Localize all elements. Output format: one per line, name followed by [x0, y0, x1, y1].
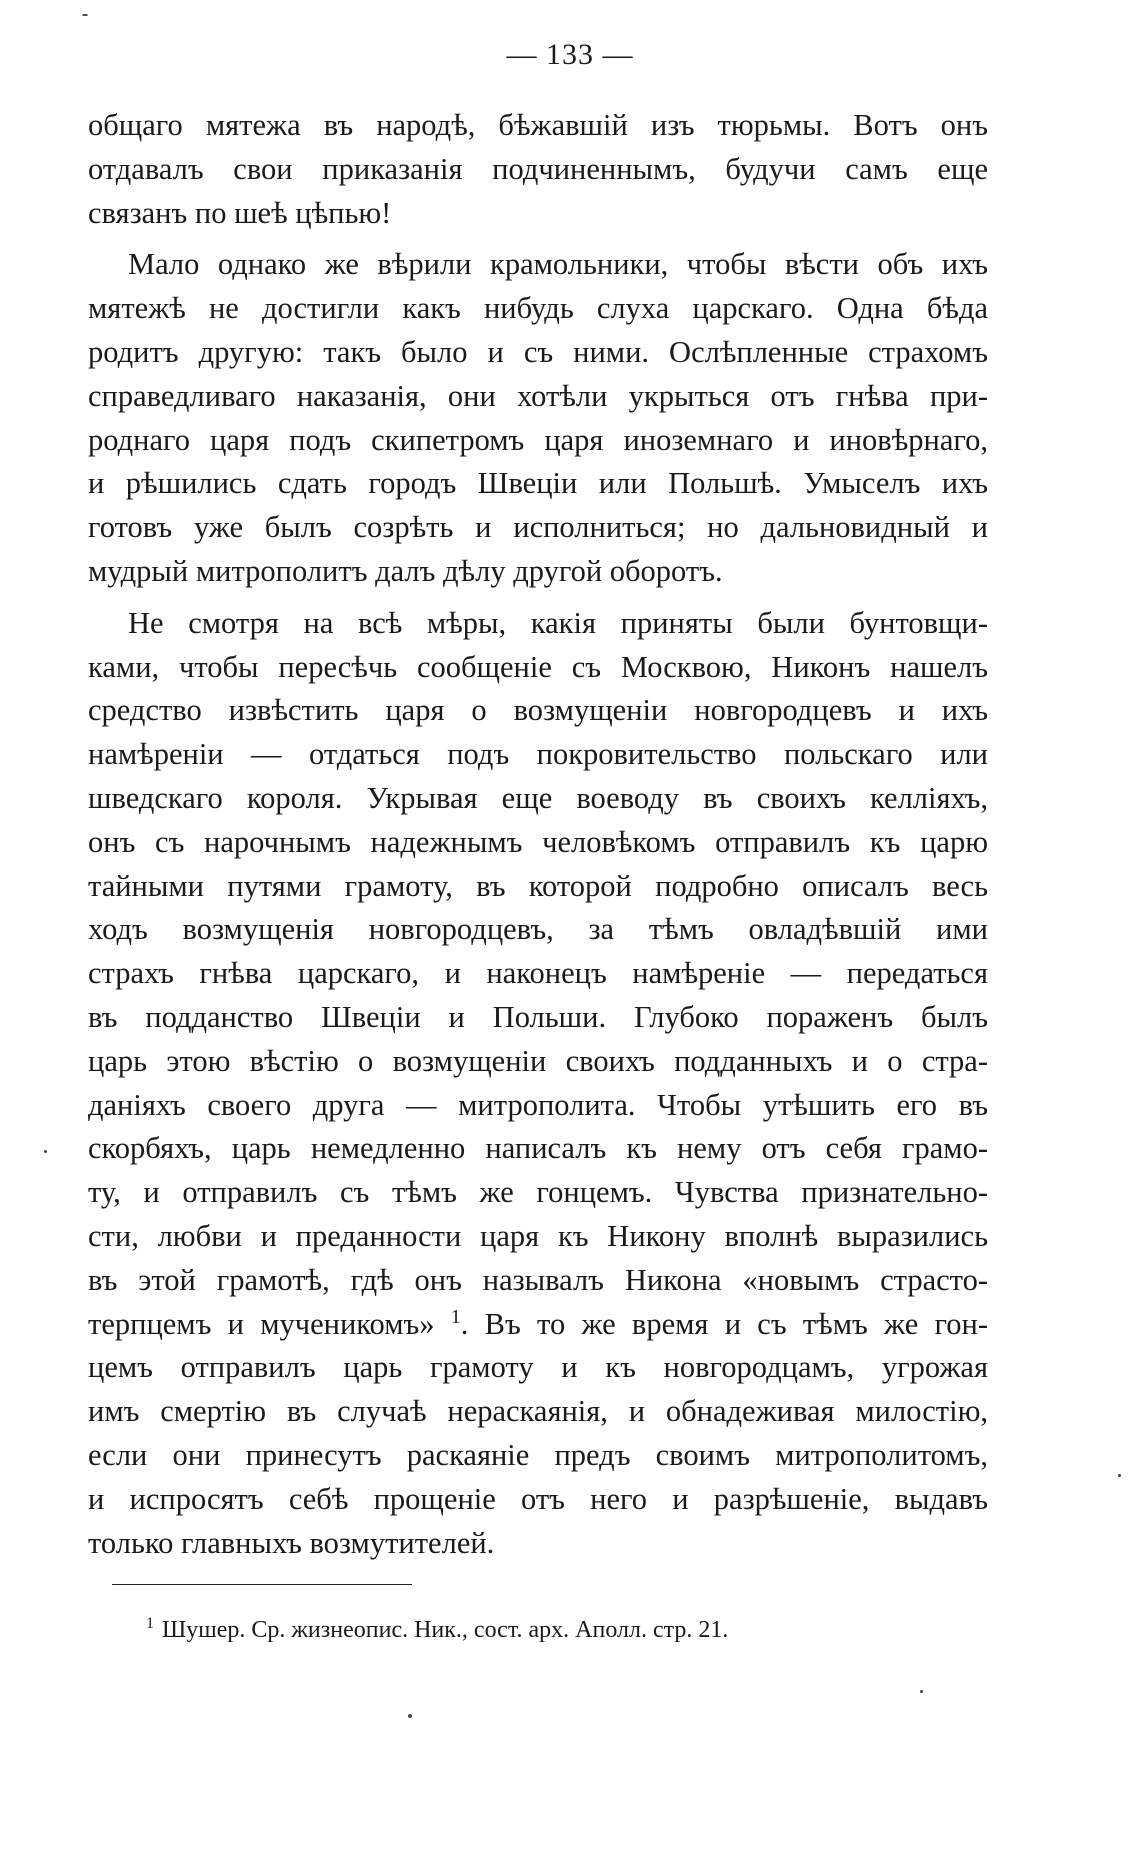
paragraph-gap [88, 235, 988, 243]
page-number: — 133 — [506, 38, 634, 71]
text-line: ходъ возмущенія новгородцевъ, за тѣмъ овладѣвшій ими [88, 912, 988, 947]
text-line: въ подданство Швеціи и Польши. Глубоко пораженъ былъ [88, 999, 988, 1034]
scan-speck [1118, 1474, 1121, 1477]
footnote-mark: 1 [146, 1615, 154, 1632]
footnote-text: Шушер. Ср. жизнеопис. Ник., сост. арх. Аполл. стр. 21. [162, 1617, 729, 1643]
text-line: и испросятъ себѣ прощеніе отъ него и разрѣшеніе, выдавъ [88, 1481, 988, 1516]
text-line: тайными путями грамоту, въ которой подробно описалъ весь [88, 868, 988, 903]
text-line-with-footnote-ref [88, 1303, 988, 1347]
text-fragment: . Въ то же время и съ тѣмъ же гон- [460, 1306, 988, 1341]
text-line: отдавалъ свои приказанія подчиненнымъ, будучи самъ еще [88, 151, 988, 186]
text-fragment: терпцемъ и мученикомъ» [88, 1306, 435, 1341]
text-line: ту, и отправилъ съ тѣмъ же гонцемъ. Чувства признательно- [88, 1175, 988, 1210]
paragraph-3 [88, 602, 988, 1566]
text-line: намѣреніи — отдаться подъ покровительство польскаго или [88, 737, 988, 772]
text-line: связанъ по шеѣ цѣпью! [88, 195, 392, 230]
text-line: общаго мятежа въ народѣ, бѣжавшій изъ тюрьмы. Вотъ онъ [88, 108, 988, 142]
text-line: онъ съ нарочнымъ надежнымъ человѣкомъ отправилъ къ царю [88, 824, 988, 859]
footnote-divider [112, 1584, 412, 1585]
text-line: шведскаго короля. Укрывая еще воеводу въ своихъ келліяхъ, [88, 780, 988, 815]
paragraph-2 [88, 243, 988, 593]
text-line: средство извѣстить царя о возмущеніи новгородцевъ и ихъ [88, 693, 988, 728]
text-line: готовъ уже былъ созрѣть и исполниться; но дальновидный и [88, 510, 988, 545]
text-line: страхъ гнѣва царскаго, и наконецъ намѣреніе — передаться [88, 956, 988, 991]
text-line: роднаго царя подъ скипетромъ царя иноземнаго и иновѣрнаго, [88, 422, 988, 457]
text-line: и рѣшились сдать городъ Швеціи или Польшѣ. Умыселъ ихъ [88, 466, 988, 501]
text-line: родитъ другую: такъ было и съ ними. Ослѣпленные страхомъ [88, 334, 988, 369]
text-line: справедливаго наказанія, они хотѣли укрыться отъ гнѣва при- [88, 378, 988, 413]
paragraph-1 [88, 104, 988, 235]
text-line: сти, любви и преданности царя къ Никону вполнѣ выразились [88, 1218, 988, 1253]
text-line: мудрый митрополитъ далъ дѣлу другой оборотъ. [88, 553, 723, 588]
scan-speck [920, 1690, 923, 1693]
footnote-reference[interactable]: 1 [450, 1305, 461, 1328]
text-line: Мало однако же вѣрили крамольники, чтобы вѣсти объ ихъ [128, 247, 988, 282]
text-line: Не смотря на всѣ мѣры, какія приняты были бунтовщи- [128, 605, 988, 640]
body-text [88, 104, 988, 1565]
paragraph-gap [88, 594, 988, 602]
text-line: царь этою вѣстію о возмущеніи своихъ подданныхъ и о стра- [88, 1043, 988, 1078]
scan-speck [408, 1714, 412, 1718]
text-line: если они принесутъ раскаяніе предъ своимъ митрополитомъ, [88, 1437, 988, 1472]
text-line: цемъ отправилъ царь грамоту и къ новгородцамъ, угрожая [88, 1350, 988, 1385]
text-line: даніяхъ своего друга — митрополита. Чтобы утѣшить его въ [88, 1087, 988, 1122]
scan-speck [82, 14, 88, 16]
text-line: ками, чтобы пересѣчь сообщеніе съ Москвою, Никонъ нашелъ [88, 649, 988, 684]
text-line: скорбяхъ, царь немедленно написалъ къ нему отъ себя грамо- [88, 1131, 988, 1166]
text-line: имъ смертію въ случаѣ нераскаянія, и обнадеживая милостію, [88, 1394, 988, 1429]
scan-speck [44, 1150, 47, 1153]
text-line: только главныхъ возмутителей. [88, 1525, 495, 1560]
footnote [146, 1614, 1046, 1646]
text-line: въ этой грамотѣ, гдѣ онъ называлъ Никона «новымъ страсто- [88, 1262, 988, 1297]
text-line: мятежѣ не достигли какъ нибудь слуха царскаго. Одна бѣда [88, 291, 988, 326]
